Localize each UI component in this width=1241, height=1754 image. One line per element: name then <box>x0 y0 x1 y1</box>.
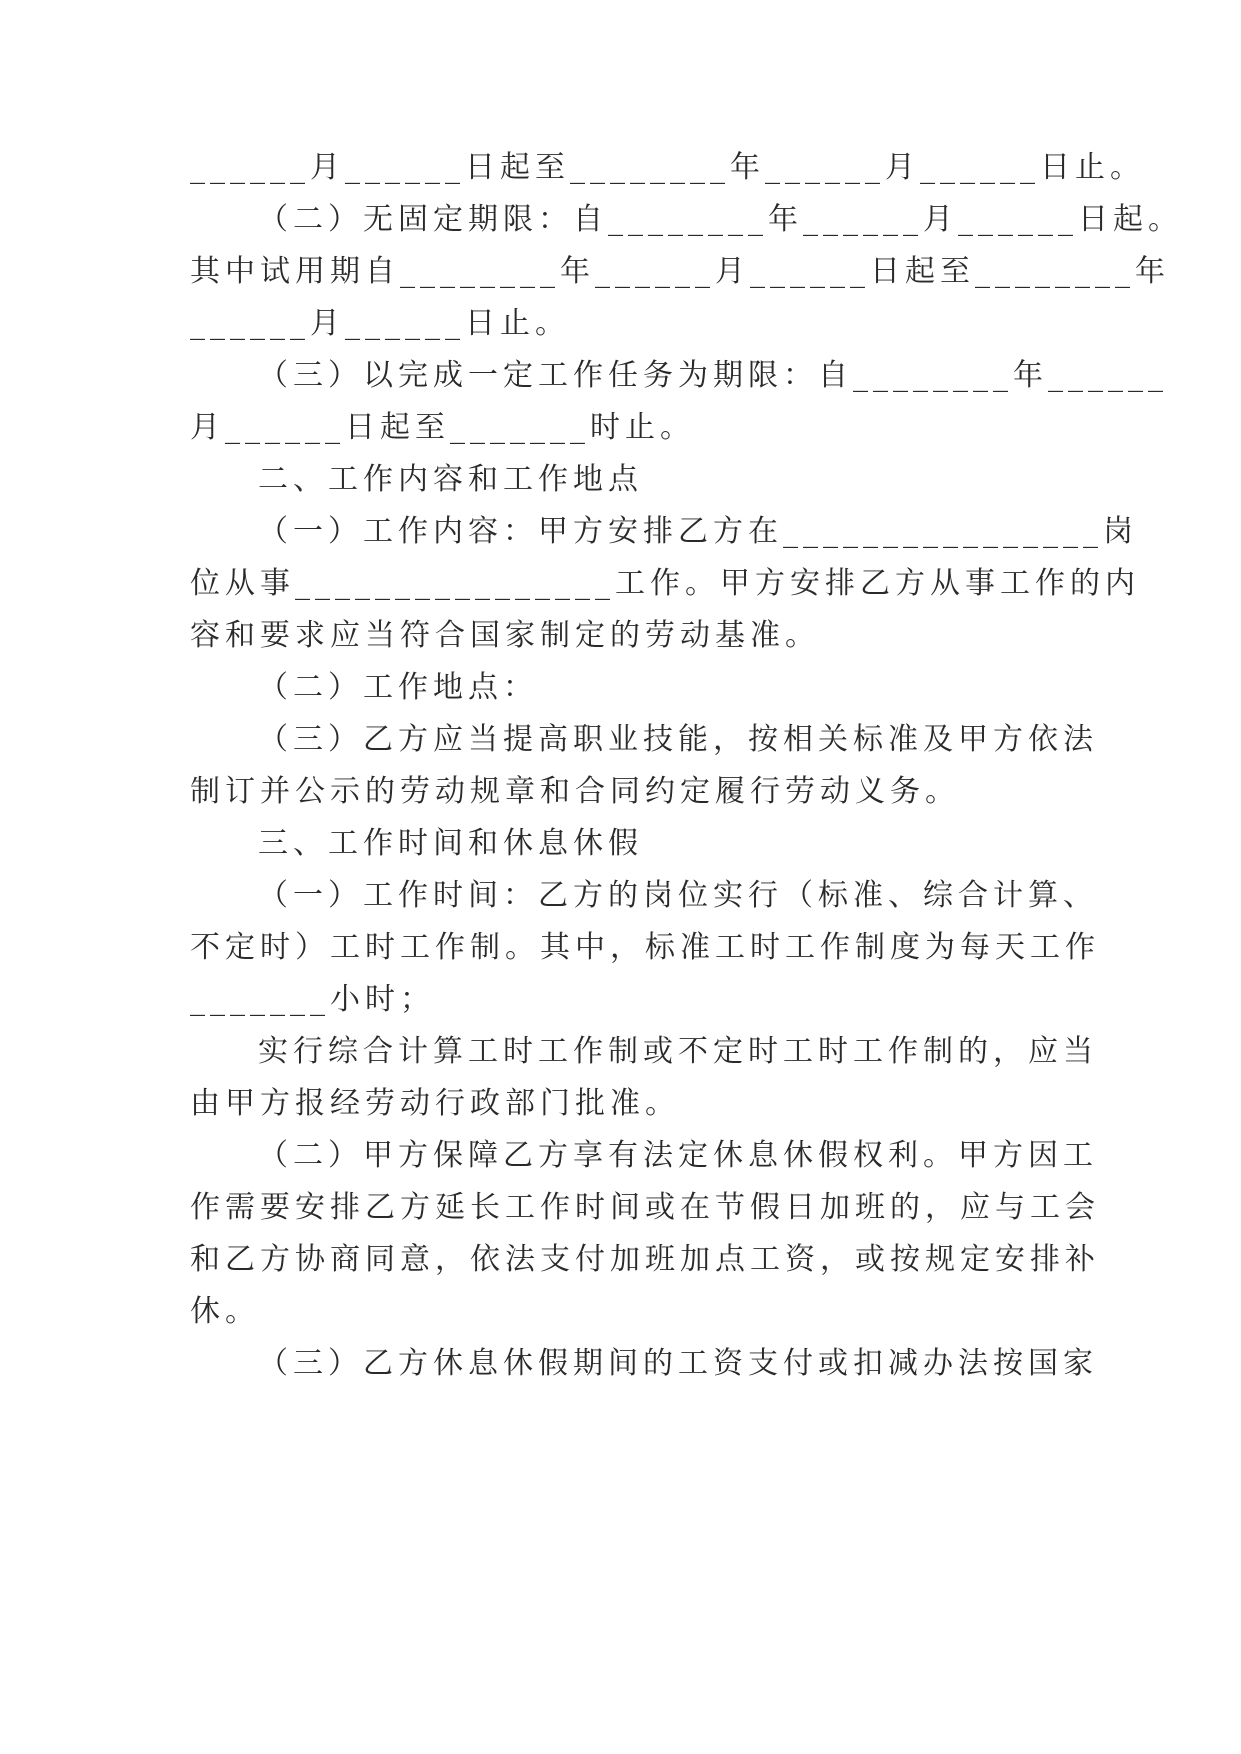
text-line: 实行综合计算工时工作制或不定时工时工作制的，应当 <box>258 1034 1098 1069</box>
text-line: （三）乙方休息休假期间的工资支付或扣减办法按国家 <box>258 1346 1098 1381</box>
text-line: ______月______日止。 <box>190 306 570 341</box>
text-line: 休。 <box>190 1294 260 1329</box>
text-line: （二）工作地点： <box>258 670 538 705</box>
text-line: 制订并公示的劳动规章和合同约定履行劳动义务。 <box>190 774 960 809</box>
text-line: 不定时）工时工作制。其中，标准工时工作制度为每天工作 <box>190 930 1100 965</box>
text-line: 由甲方报经劳动行政部门批准。 <box>190 1086 680 1121</box>
text-line: 其中试用期自________年______月______日起至________年 <box>190 254 1170 289</box>
text-line: ______月______日起至________年______月______日止。 <box>190 150 1145 185</box>
text-line: （三）乙方应当提高职业技能，按相关标准及甲方依法 <box>258 722 1098 757</box>
text-line: 作需要安排乙方延长工作时间或在节假日加班的，应与工会 <box>190 1190 1100 1225</box>
text-line: 容和要求应当符合国家制定的劳动基准。 <box>190 618 820 653</box>
text-line: （一）工作时间：乙方的岗位实行（标准、综合计算、 <box>258 878 1098 913</box>
text-line: （二）无固定期限：自________年______月______日起。 <box>258 202 1183 237</box>
text-line: 月______日起至_______时止。 <box>190 410 695 445</box>
text-line: 位从事________________工作。甲方安排乙方从事工作的内 <box>190 566 1140 601</box>
text-line: （一）工作内容：甲方安排乙方在________________岗 <box>258 514 1138 549</box>
text-line: 和乙方协商同意，依法支付加班加点工资，或按规定安排补 <box>190 1242 1100 1277</box>
text-line: （二）甲方保障乙方享有法定休息休假权利。甲方因工 <box>258 1138 1098 1173</box>
text-line: _______小时； <box>190 982 435 1017</box>
section-heading: 二、工作内容和工作地点 <box>258 462 643 497</box>
text-line: （三）以完成一定工作任务为期限：自________年______ <box>258 358 1168 393</box>
section-heading: 三、工作时间和休息休假 <box>258 826 643 861</box>
